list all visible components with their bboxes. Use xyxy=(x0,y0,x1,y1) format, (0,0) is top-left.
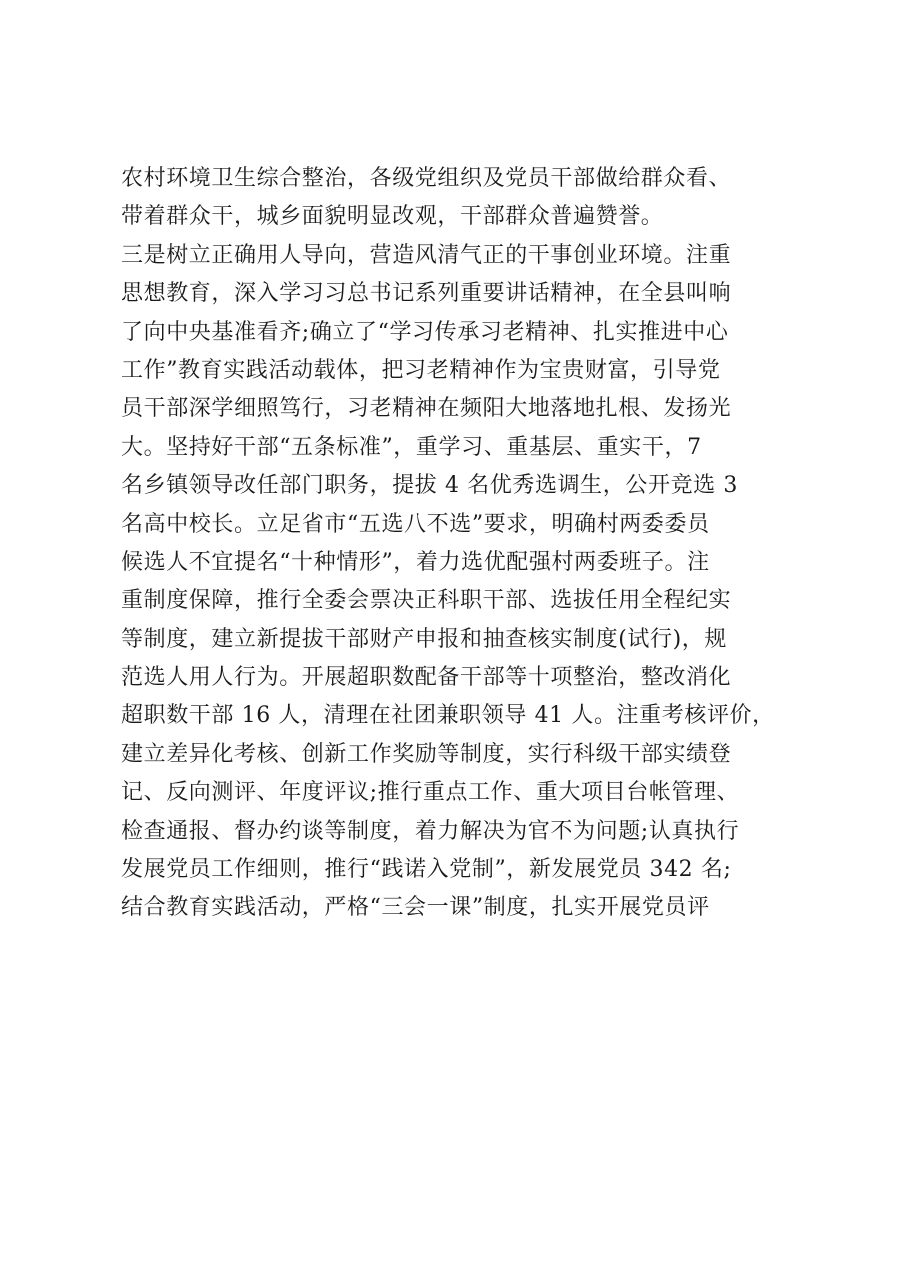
text-line: 超职数干部 16 人，清理在社团兼职领导 41 人。注重考核评价， xyxy=(121,703,775,729)
text-line: 大。坚持好干部“五条标准”，重学习、重基层、重实干，7 xyxy=(121,434,702,460)
text-line: 名乡镇领导改任部门职务，提拔 4 名优秀选调生，公开竞选 3 xyxy=(121,473,738,499)
text-line: 范选人用人行为。开展超职数配备干部等十项整治，整改消化 xyxy=(121,665,732,691)
text-line: 三是树立正确用人导向，营造风清气正的干事创业环境。注重 xyxy=(121,242,732,268)
text-line: 工作”教育实践活动载体，把习老精神作为宝贵财富，引导党 xyxy=(121,357,721,383)
text-line: 带着群众干，城乡面貌明显改观，干部群众普遍赞誉。 xyxy=(121,204,664,230)
body-text xyxy=(121,160,811,928)
text-line: 了向中央基准看齐;确立了“学习传承习老精神、扎实推进中心 xyxy=(121,319,729,345)
text-line: 等制度，建立新提拔干部财产申报和抽查核实制度(试行)，规 xyxy=(121,626,727,652)
text-line: 员干部深学细照笃行，习老精神在频阳大地落地扎根、发扬光 xyxy=(121,396,732,422)
text-line: 重制度保障，推行全委会票决正科职干部、选拔任用全程纪实 xyxy=(121,588,732,614)
text-line: 思想教育，深入学习习总书记系列重要讲话精神，在全县叫响 xyxy=(121,281,732,307)
text-line: 记、反向测评、年度评议;推行重点工作、重大项目台帐管理、 xyxy=(121,780,740,806)
text-line: 建立差异化考核、创新工作奖励等制度，实行科级干部实绩登 xyxy=(121,741,732,767)
text-line: 发展党员工作细则，推行“践诺入党制”，新发展党员 342 名; xyxy=(121,857,732,883)
text-line: 农村环境卫生综合整治，各级党组织及党员干部做给群众看、 xyxy=(121,166,732,191)
text-line: 候选人不宜提名“十种情形”，着力选优配强村两委班子。注 xyxy=(121,549,710,575)
text-line: 检查通报、督办约谈等制度，着力解决为官不为问题;认真执行 xyxy=(121,818,740,844)
text-line: 结合教育实践活动，严格“三会一课”制度，扎实开展党员评 xyxy=(121,895,710,921)
text-line: 名高中校长。立足省市“五选八不选”要求，明确村两委委员 xyxy=(121,511,710,537)
